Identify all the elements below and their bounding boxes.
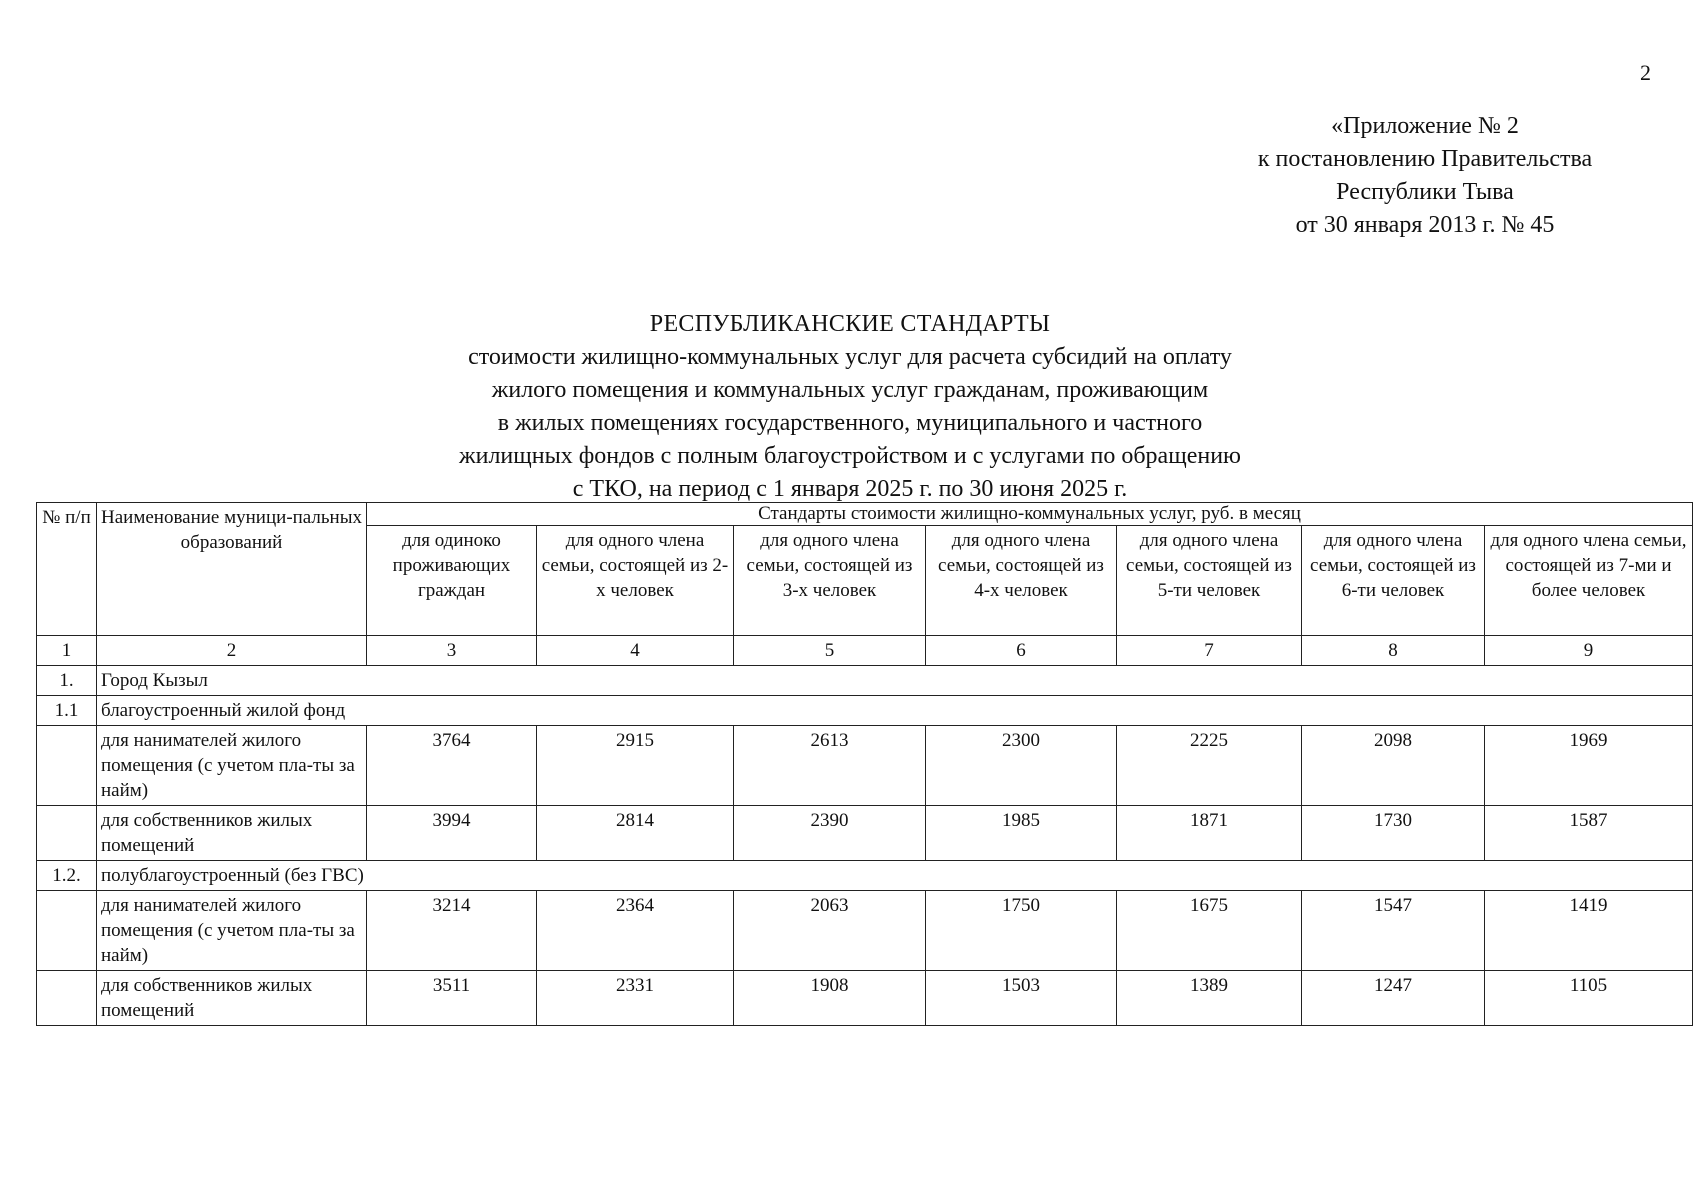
column-number: 7 bbox=[1117, 636, 1302, 666]
value-cell: 1503 bbox=[926, 971, 1117, 1026]
title-line: жилищных фондов с полным благоустройством и с услугами по обращению bbox=[459, 443, 1241, 469]
document-title bbox=[300, 308, 1400, 506]
column-number: 6 bbox=[926, 636, 1117, 666]
header-col: для одного члена семьи, состоящей из 4-х человек bbox=[926, 526, 1117, 636]
column-number: 8 bbox=[1302, 636, 1485, 666]
city-num: 1. bbox=[37, 666, 97, 696]
title-line: стоимости жилищно-коммунальных услуг для расчета субсидий на оплату bbox=[468, 344, 1232, 370]
header-name: Наименование муници-пальных образований bbox=[97, 503, 367, 636]
header-group: Стандарты стоимости жилищно-коммунальных услуг, руб. в месяц bbox=[367, 503, 1693, 526]
header-col: для одного члена семьи, состоящей из 2-х человек bbox=[537, 526, 734, 636]
value-cell: 2364 bbox=[537, 891, 734, 971]
section-num: 1.2. bbox=[37, 861, 97, 891]
empty-cell bbox=[37, 726, 97, 806]
city-row bbox=[37, 666, 1693, 696]
standards-table bbox=[36, 502, 1693, 1026]
title-line: в жилых помещениях государственного, муниципального и частного bbox=[497, 410, 1203, 436]
header-col: для одного члена семьи, состоящей из 5-ти человек bbox=[1117, 526, 1302, 636]
column-number-row bbox=[37, 636, 1693, 666]
column-number: 1 bbox=[37, 636, 97, 666]
column-number: 5 bbox=[734, 636, 926, 666]
value-cell: 2390 bbox=[734, 806, 926, 861]
value-cell: 2300 bbox=[926, 726, 1117, 806]
value-cell: 2225 bbox=[1117, 726, 1302, 806]
appendix-line: Республики Тыва bbox=[1336, 179, 1514, 205]
section-num: 1.1 bbox=[37, 696, 97, 726]
value-cell: 2613 bbox=[734, 726, 926, 806]
value-cell: 1547 bbox=[1302, 891, 1485, 971]
value-cell: 1247 bbox=[1302, 971, 1485, 1026]
title-line: жилого помещения и коммунальных услуг гражданам, проживающим bbox=[491, 377, 1209, 403]
column-number: 3 bbox=[367, 636, 537, 666]
table-row bbox=[37, 891, 1693, 971]
appendix-line: к постановлению Правительства bbox=[1257, 146, 1593, 172]
value-cell: 2098 bbox=[1302, 726, 1485, 806]
value-cell: 1419 bbox=[1485, 891, 1693, 971]
value-cell: 1750 bbox=[926, 891, 1117, 971]
table-row bbox=[37, 726, 1693, 806]
value-cell: 1985 bbox=[926, 806, 1117, 861]
row-label: для собственников жилых помещений bbox=[97, 806, 367, 861]
appendix-reference bbox=[1200, 110, 1650, 242]
title-line: с ТКО, на период с 1 января 2025 г. по 30 июня 2025 г. bbox=[572, 476, 1128, 502]
section-name: благоустроенный жилой фонд bbox=[97, 696, 1693, 726]
header-col: для одного члена семьи, состоящей из 3-х человек bbox=[734, 526, 926, 636]
value-cell: 2063 bbox=[734, 891, 926, 971]
value-cell: 3994 bbox=[367, 806, 537, 861]
value-cell: 1969 bbox=[1485, 726, 1693, 806]
section-row bbox=[37, 861, 1693, 891]
empty-cell bbox=[37, 971, 97, 1026]
value-cell: 2915 bbox=[537, 726, 734, 806]
city-name: Город Кызыл bbox=[97, 666, 1693, 696]
section-row bbox=[37, 696, 1693, 726]
value-cell: 3511 bbox=[367, 971, 537, 1026]
row-label: для собственников жилых помещений bbox=[97, 971, 367, 1026]
header-col: для одного члена семьи, состоящей из 6-ти человек bbox=[1302, 526, 1485, 636]
header-col: для одиноко проживающих граждан bbox=[367, 526, 537, 636]
column-number: 9 bbox=[1485, 636, 1693, 666]
table-row bbox=[37, 806, 1693, 861]
value-cell: 1105 bbox=[1485, 971, 1693, 1026]
value-cell: 1908 bbox=[734, 971, 926, 1026]
value-cell: 1730 bbox=[1302, 806, 1485, 861]
appendix-line: «Приложение № 2 bbox=[1331, 113, 1519, 139]
section-name: полублагоустроенный (без ГВС) bbox=[97, 861, 1693, 891]
empty-cell bbox=[37, 806, 97, 861]
column-number: 4 bbox=[537, 636, 734, 666]
value-cell: 3764 bbox=[367, 726, 537, 806]
header-col: для одного члена семьи, состоящей из 7-ми и более человек bbox=[1485, 526, 1693, 636]
main-title: РЕСПУБЛИКАНСКИЕ СТАНДАРТЫ bbox=[649, 311, 1051, 337]
header-num: № п/п bbox=[37, 503, 97, 636]
row-label: для нанимателей жилого помещения (с учетом пла-ты за найм) bbox=[97, 891, 367, 971]
row-label: для нанимателей жилого помещения (с учетом пла-ты за найм) bbox=[97, 726, 367, 806]
appendix-line: от 30 января 2013 г. № 45 bbox=[1295, 212, 1555, 238]
empty-cell bbox=[37, 891, 97, 971]
table-row bbox=[37, 971, 1693, 1026]
value-cell: 2814 bbox=[537, 806, 734, 861]
value-cell: 1587 bbox=[1485, 806, 1693, 861]
value-cell: 2331 bbox=[537, 971, 734, 1026]
value-cell: 1675 bbox=[1117, 891, 1302, 971]
value-cell: 1389 bbox=[1117, 971, 1302, 1026]
page-number: 2 bbox=[1640, 60, 1651, 85]
column-number: 2 bbox=[97, 636, 367, 666]
value-cell: 3214 bbox=[367, 891, 537, 971]
value-cell: 1871 bbox=[1117, 806, 1302, 861]
